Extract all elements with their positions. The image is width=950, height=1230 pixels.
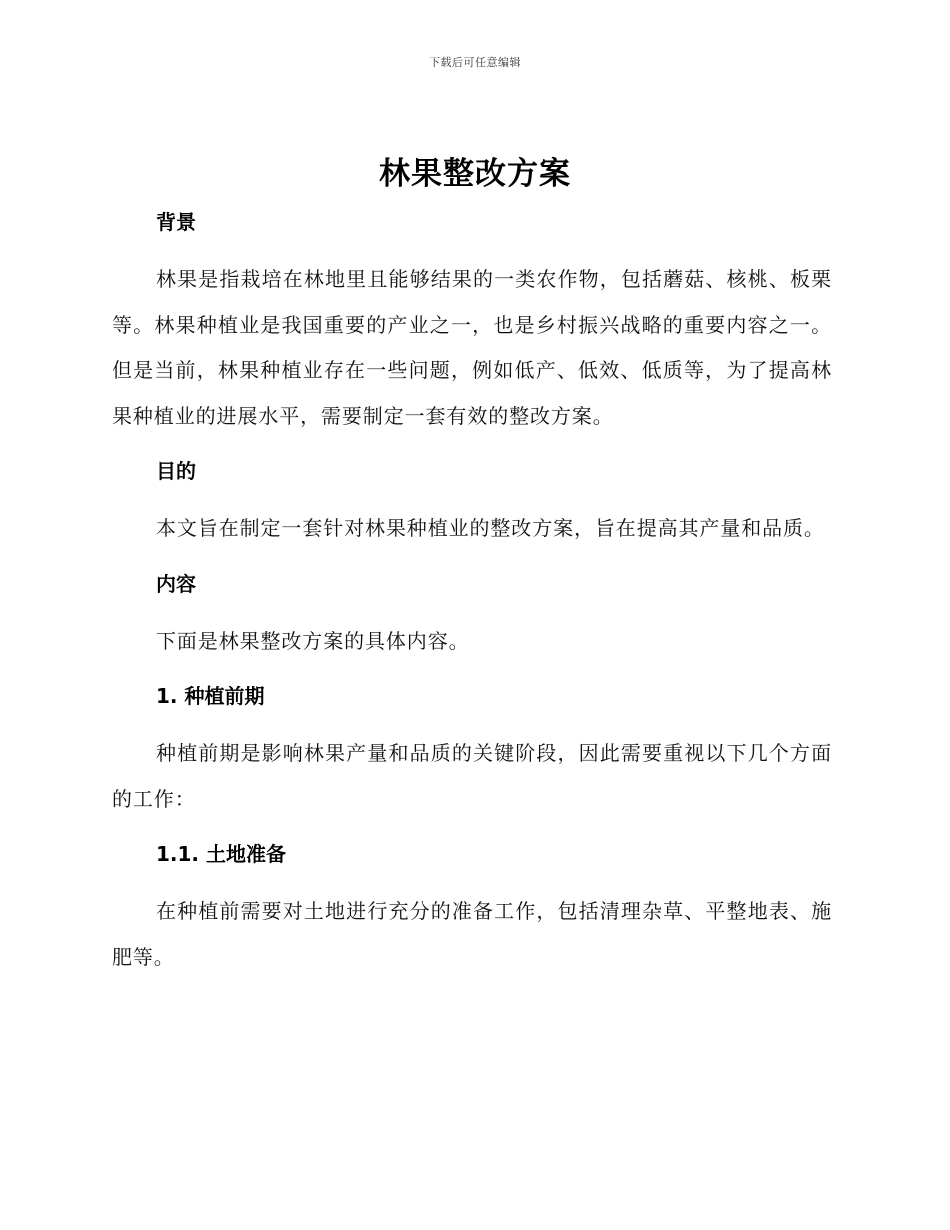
- document-body: [112, 204, 832, 980]
- section-text-land-prep: 在种植前需要对土地进行充分的准备工作，包括清理杂草、平整地表、施肥等。: [112, 899, 832, 969]
- section-text-pre-planting: 种植前期是影响林果产量和品质的关键阶段，因此需要重视以下几个方面的工作：: [112, 741, 832, 811]
- section-text-background: 林果是指栽培在林地里且能够结果的一类农作物，包括蘑菇、核桃、板栗等。林果种植业是我国重要的产业之一，也是乡村振兴战略的重要内容之一。但是当前，林果种植业存在一些问题，例如低产、低效、低质等，为了提高林果种植业的进展水平，需要制定一套有效的整改方案。: [112, 267, 832, 428]
- section-text-content: 下面是林果整改方案的具体内容。: [156, 628, 470, 653]
- document-title: 林果整改方案: [379, 156, 571, 192]
- section-text-purpose: 本文旨在制定一套针对林果种植业的整改方案，旨在提高其产量和品质。: [156, 516, 825, 540]
- section-heading-background: 背景: [156, 210, 196, 234]
- section-heading-content: 内容: [156, 571, 196, 596]
- section-heading-land-prep: 1.1. 土地准备: [156, 842, 286, 866]
- section-heading-pre-planting: 1. 种植前期: [156, 684, 265, 708]
- section-heading-purpose: 目的: [156, 459, 196, 483]
- header-note: 下载后可任意编辑: [429, 56, 521, 69]
